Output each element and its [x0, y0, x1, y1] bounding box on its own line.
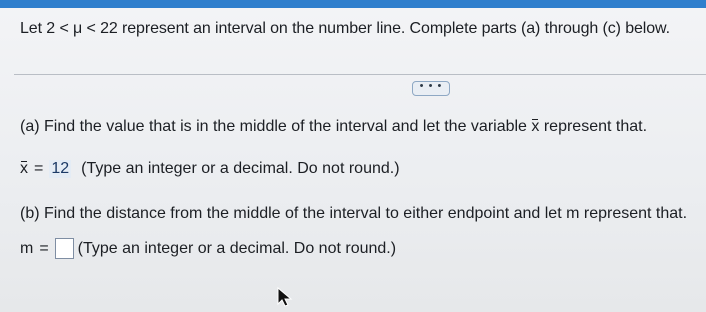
part-a-hint: (Type an integer or a decimal. Do not round.) — [81, 160, 400, 177]
interval-expression: 2 < μ < 22 — [46, 20, 118, 37]
question-prompt — [20, 20, 670, 38]
part-a-prefix: (a) Find the value that is in the middle of the interval and let the variable — [20, 118, 532, 135]
part-b-answer-input[interactable] — [55, 238, 74, 259]
x-bar-label: x — [20, 160, 28, 177]
part-a-answer-row — [20, 160, 400, 178]
equals-sign: = — [34, 160, 44, 177]
prompt-suffix: represent an interval on the number line. Complete parts (a) through (c) below. — [117, 20, 670, 37]
part-a-answer-value[interactable]: 12 — [51, 160, 70, 177]
part-a-suffix: represent that. — [539, 118, 648, 135]
x-bar-variable: x — [531, 118, 540, 135]
show-more-button[interactable]: • • • — [412, 81, 450, 96]
prompt-prefix: Let — [20, 20, 47, 37]
equals-sign: = — [39, 239, 49, 257]
part-b-hint: (Type an integer or a decimal. Do not round.) — [77, 239, 397, 257]
part-b-question: (b) Find the distance from the middle of the interval to either endpoint and let m represent that. — [20, 205, 688, 222]
m-label: m — [20, 239, 34, 257]
mouse-cursor-icon — [276, 286, 296, 308]
section-divider — [14, 74, 706, 75]
part-b-answer-row — [20, 238, 396, 259]
part-a-question — [20, 118, 647, 136]
header-bar — [0, 0, 706, 8]
